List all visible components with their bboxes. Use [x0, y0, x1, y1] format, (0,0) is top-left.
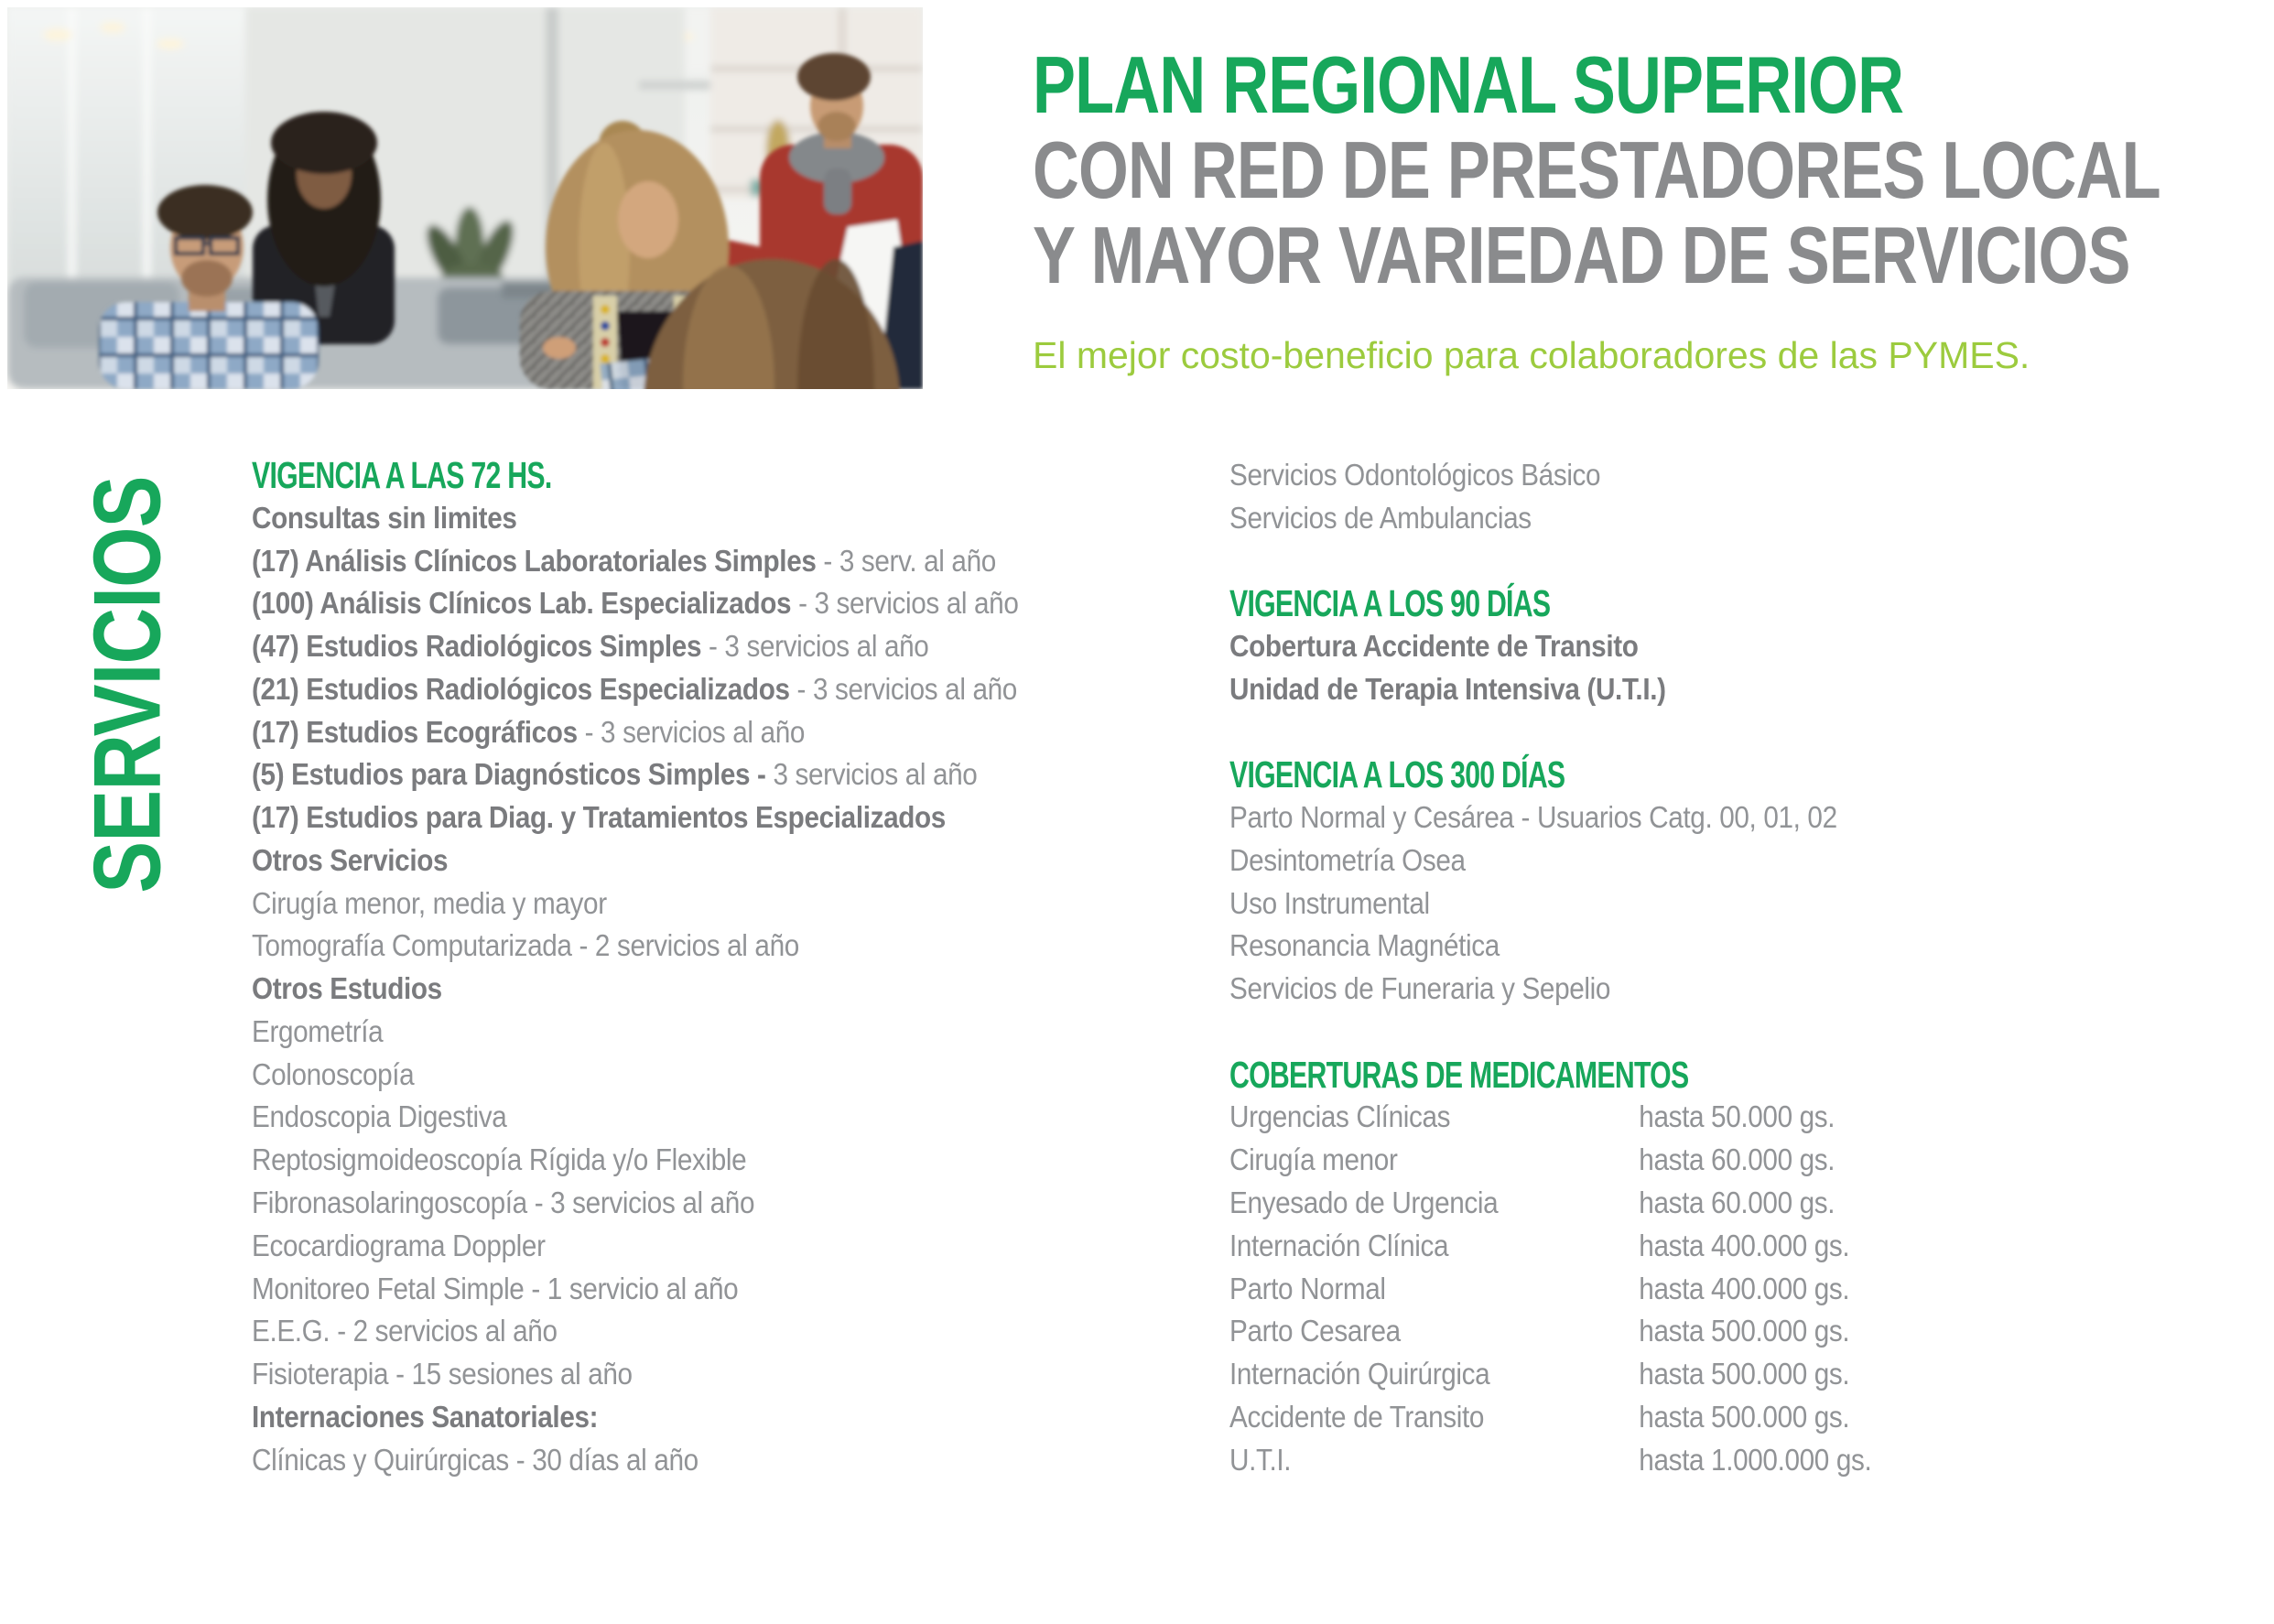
coverage-amount: hasta 500.000 gs.: [1639, 1399, 1850, 1434]
service-row: [252, 1268, 1018, 1311]
service-row: [252, 454, 1018, 497]
coverage-label: Internación Quirúrgica: [1229, 1357, 1490, 1391]
service-row: [252, 796, 1018, 839]
coverage-label: Cirugía menor: [1229, 1142, 1398, 1177]
service-text: Desintometría Osea: [1229, 842, 1466, 877]
service-row: [1229, 839, 1837, 882]
service-row: [252, 668, 1018, 711]
service-row: [252, 1353, 1018, 1396]
service-row: [252, 1182, 1018, 1225]
service-row: [1229, 753, 1837, 796]
header: [1033, 39, 2274, 376]
service-row: [252, 1054, 1018, 1097]
coverage-label: Parto Cesarea: [1229, 1314, 1401, 1348]
service-text: (100) Análisis Clínicos Lab. Especializados: [252, 586, 792, 621]
hero-photo: [7, 7, 923, 389]
service-text: Resonancia Magnética: [1229, 928, 1500, 963]
servicios-vertical-label: SERVICIOS: [74, 476, 181, 893]
services-column-left: [252, 454, 1018, 1481]
service-row: [252, 1439, 1018, 1482]
service-text: E.E.G. - 2 servicios al año: [252, 1314, 558, 1348]
service-row: [1229, 925, 1837, 968]
coverage-amount: hasta 400.000 gs.: [1639, 1271, 1850, 1305]
service-text: Otros Servicios: [252, 842, 449, 877]
spacer-row: [1229, 711, 1837, 754]
service-row: [1229, 1396, 1850, 1439]
service-row: [252, 625, 1018, 668]
service-text: Colonoscopía: [252, 1056, 415, 1091]
service-detail: - 3 servicios al año: [577, 714, 806, 749]
service-text: Servicios de Ambulancias: [1229, 500, 1532, 535]
section-heading: VIGENCIA A LOS 300 DÍAS: [1229, 753, 1565, 796]
service-detail: 3 servicios al año: [765, 757, 978, 792]
service-row: [252, 497, 1018, 540]
service-text: Tomografía Computarizada - 2 servicios al año: [252, 928, 799, 963]
service-row: [252, 1310, 1018, 1353]
service-row: [1229, 882, 1837, 926]
service-row: [252, 1139, 1018, 1182]
service-text: (5) Estudios para Diagnósticos Simples -: [252, 757, 766, 792]
service-text: (21) Estudios Radiológicos Especializados: [252, 671, 790, 706]
page-title-line2: CON RED DE PRESTADORES LOCAL: [1033, 125, 2160, 215]
service-text: Monitoreo Fetal Simple - 1 servicio al año: [252, 1271, 739, 1305]
service-text: Consultas sin limites: [252, 500, 517, 535]
service-row: [1229, 454, 1837, 497]
service-row: [252, 753, 1018, 796]
service-row: [1229, 1310, 1850, 1353]
service-row: [252, 839, 1018, 882]
service-text: (17) Estudios Ecográficos: [252, 714, 578, 749]
service-row: [1229, 1182, 1837, 1225]
service-text: Ecocardiograma Doppler: [252, 1228, 546, 1262]
service-row: [1229, 1225, 1850, 1268]
service-row: [1229, 582, 1837, 625]
coverage-amount: hasta 60.000 gs.: [1639, 1142, 1835, 1177]
service-row: [1229, 625, 1837, 668]
service-row: [252, 1096, 1018, 1139]
service-text: Internaciones Sanatoriales:: [252, 1399, 599, 1434]
coverage-label: Parto Normal: [1229, 1271, 1386, 1305]
service-row: [1229, 968, 1837, 1011]
service-text: Fisioterapia - 15 sesiones al año: [252, 1357, 633, 1391]
spacer-row: [1229, 1011, 1837, 1054]
service-text: Parto Normal y Cesárea - Usuarios Catg. 00, 01, 02: [1229, 800, 1837, 835]
service-row: [252, 968, 1018, 1011]
service-detail: - 3 servicios al año: [791, 586, 1019, 621]
service-detail: - 3 servicios al año: [701, 629, 929, 664]
section-heading: VIGENCIA A LAS 72 HS.: [252, 454, 552, 496]
service-row: [252, 711, 1018, 754]
coverage-amount: hasta 500.000 gs.: [1639, 1357, 1850, 1391]
service-row: [252, 925, 1018, 968]
service-row: [1229, 1096, 1837, 1139]
service-text: (47) Estudios Radiológicos Simples: [252, 629, 702, 664]
service-row: [1229, 1353, 1850, 1396]
service-row: [252, 882, 1018, 926]
section-heading: COBERTURAS DE MEDICAMENTOS: [1229, 1053, 1689, 1096]
section-heading: VIGENCIA A LOS 90 DÍAS: [1229, 582, 1551, 625]
service-text: Endoscopia Digestiva: [252, 1099, 507, 1134]
page-title-line3: Y MAYOR VARIEDAD DE SERVICIOS: [1033, 210, 2130, 300]
service-row: [1229, 1268, 1850, 1311]
service-text: Servicios Odontológicos Básico: [1229, 458, 1601, 492]
service-row: [252, 1396, 1018, 1439]
service-text: Unidad de Terapia Intensiva (U.T.I.): [1229, 671, 1666, 706]
coverage-amount: hasta 60.000 gs.: [1639, 1186, 1835, 1220]
coverage-amount: hasta 1.000.000 gs.: [1639, 1442, 1872, 1477]
services-column-right: [1229, 454, 1872, 1481]
service-text: Reptosigmoideoscopía Rígida y/o Flexible: [252, 1142, 747, 1177]
service-row: [1229, 1439, 1872, 1482]
service-text: Fibronasolaringoscopía - 3 servicios al año: [252, 1186, 755, 1220]
service-detail: - 3 servicios al año: [789, 671, 1017, 706]
service-row: [1229, 668, 1837, 711]
coverage-label: Enyesado de Urgencia: [1229, 1186, 1499, 1220]
service-row: [252, 540, 1018, 583]
service-text: Otros Estudios: [252, 971, 442, 1006]
service-text: (17) Análisis Clínicos Laboratoriales Simples: [252, 543, 817, 578]
coverage-amount: hasta 500.000 gs.: [1639, 1314, 1850, 1348]
service-text: Clínicas y Quirúrgicas - 30 días al año: [252, 1442, 698, 1477]
service-text: Cobertura Accidente de Transito: [1229, 629, 1639, 664]
coverage-amount: hasta 50.000 gs.: [1639, 1099, 1835, 1134]
coverage-label: Internación Clínica: [1229, 1228, 1449, 1262]
service-text: (17) Estudios para Diag. y Tratamientos Especializados: [252, 800, 946, 835]
service-text: Cirugía menor, media y mayor: [252, 885, 607, 920]
coverage-label: Urgencias Clínicas: [1229, 1099, 1451, 1134]
service-row: [252, 1225, 1018, 1268]
office-meeting-photo: [7, 7, 923, 389]
coverage-label: Accidente de Transito: [1229, 1399, 1485, 1434]
page-subtitle: El mejor costo-beneficio para colaboradores de las PYMES.: [1033, 334, 2030, 376]
coverage-label: U.T.I.: [1229, 1442, 1292, 1477]
service-text: Ergometría: [252, 1013, 384, 1048]
service-row: [1229, 796, 1837, 839]
service-text: Uso Instrumental: [1229, 885, 1430, 920]
service-row: [252, 1011, 1018, 1054]
coverage-amount: hasta 400.000 gs.: [1639, 1228, 1850, 1262]
page-title: PLAN REGIONAL SUPERIOR: [1033, 39, 1904, 130]
service-row: [1229, 1054, 1837, 1097]
service-detail: - 3 serv. al año: [816, 543, 996, 578]
service-row: [1229, 497, 1837, 540]
service-row: [252, 582, 1018, 625]
service-text: Servicios de Funeraria y Sepelio: [1229, 971, 1611, 1006]
service-row: [1229, 1139, 1837, 1182]
spacer-row: [1229, 540, 1837, 583]
